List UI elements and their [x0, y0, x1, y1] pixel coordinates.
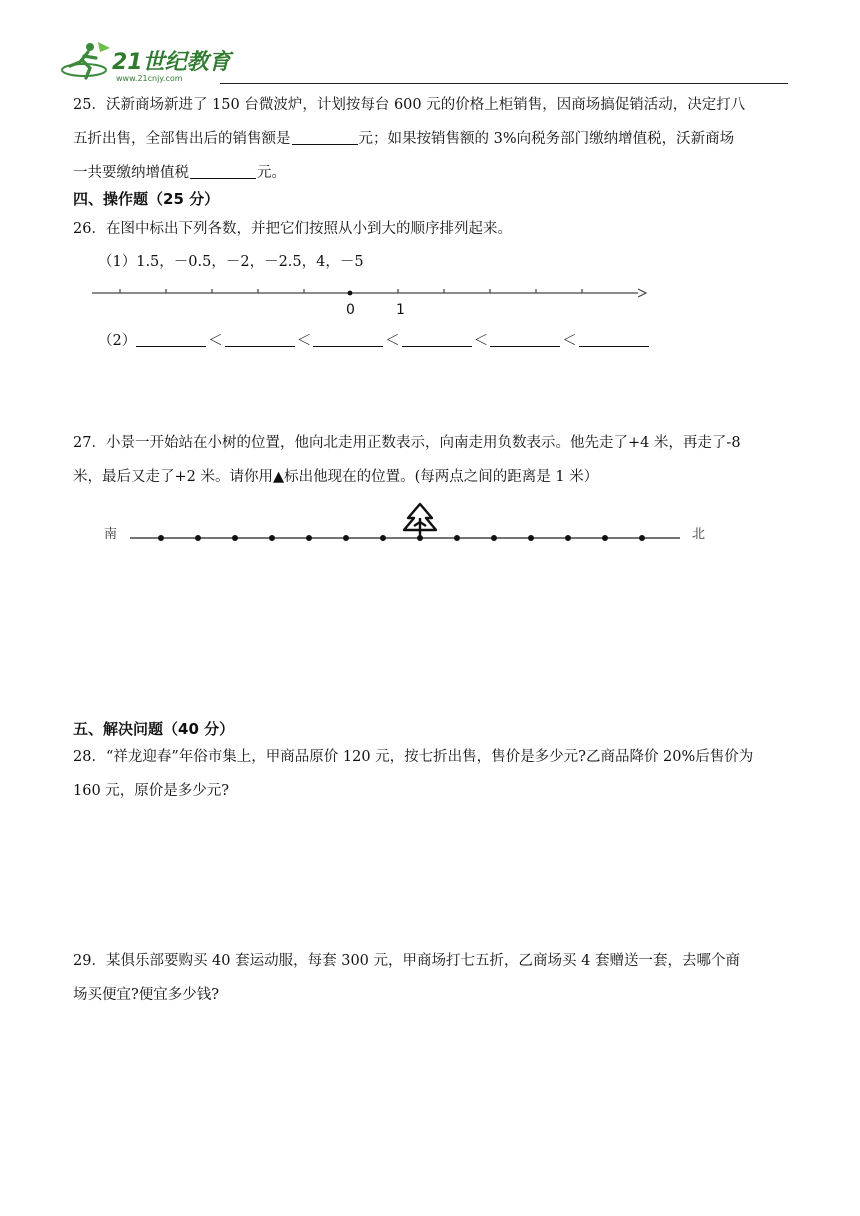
label-one: 1 — [396, 302, 405, 318]
answer-blank[interactable] — [292, 128, 358, 145]
q28-line1: 28．“祥龙迎春”年俗市集上，甲商品原价 120 元，按七折出售，售价是多少元?乙商品降价 20%后售价为 — [73, 749, 754, 765]
answer-blank[interactable] — [190, 162, 256, 179]
q27-line2: 米，最后又走了+2 米。请你用▲标出他现在的位置。(每两点之间的距离是 1 米） — [73, 469, 599, 485]
q26-part1: （1）1.5，－0.5，－2，－2.5，4，－5 — [98, 254, 364, 270]
less-than-sign: ＜ — [385, 333, 400, 349]
q25-line1: 25．沃新商场新进了 150 台微波炉，计划按每台 600 元的价格上柜销售，因商场搞促销活动，决定打八 — [73, 97, 746, 113]
q25-text: 元；如果按销售额的 3%向税务部门缴纳增值税，沃新商场 — [358, 131, 735, 147]
header-rule — [220, 83, 788, 84]
logo-text: 21世纪教育 — [112, 50, 231, 75]
q25-text: 一共要缴纳增值税 — [73, 165, 189, 181]
q25-line3 — [73, 156, 789, 190]
q25-text: 五折出售，全部售出后的销售额是 — [73, 131, 291, 147]
q25-line2 — [73, 122, 789, 156]
label-north: 北 — [692, 527, 706, 542]
q29-line2: 场买便宜?便宜多少钱? — [73, 987, 220, 1003]
less-than-sign: ＜ — [296, 333, 312, 349]
question-27 — [73, 426, 789, 494]
arrow-right-icon — [638, 289, 646, 297]
less-than-sign: ＜ — [208, 333, 223, 349]
q25-text: 元。 — [257, 165, 286, 181]
label-south: 南 — [104, 527, 118, 542]
answer-blank[interactable] — [579, 330, 649, 347]
answer-blank[interactable] — [490, 330, 560, 347]
less-than-sign: ＜ — [473, 333, 489, 349]
page-header — [60, 38, 788, 86]
q28-line2: 160 元，原价是多少元? — [73, 783, 230, 799]
origin-point — [348, 291, 353, 296]
question-29 — [73, 944, 789, 1012]
q26-stem: 26．在图中标出下列各数，并把它们按照从小到大的顺序排列起来。 — [73, 221, 512, 237]
logo — [60, 38, 260, 84]
q26-ordering-row — [98, 328, 649, 354]
number-line — [86, 280, 656, 320]
question-28 — [73, 740, 789, 808]
runner-icon — [62, 42, 110, 78]
section-heading-4: 四、操作题（25 分） — [73, 190, 220, 208]
q27-line1: 27．小景一开始站在小树的位置，他向北走用正数表示，向南走用负数表示。他先走了+4 米，再走了-8 — [73, 435, 741, 451]
section-heading-5: 五、解决问题（40 分） — [73, 720, 235, 738]
q26-part2: （2） — [98, 333, 137, 349]
answer-blank[interactable] — [136, 330, 206, 347]
answer-blank[interactable] — [225, 330, 295, 347]
answer-blank[interactable] — [313, 330, 383, 347]
q29-line1: 29．某俱乐部要购买 40 套运动服，每套 300 元，甲商场打七五折，乙商场买 4 套赠送一套，去哪个商 — [73, 953, 740, 969]
less-than-sign: ＜ — [562, 333, 577, 349]
label-zero: 0 — [346, 302, 355, 318]
question-25 — [73, 88, 789, 190]
answer-blank[interactable] — [402, 330, 472, 347]
tree-icon — [404, 504, 436, 536]
logo-url: www.21cnjy.com — [116, 74, 183, 83]
south-north-line — [96, 496, 716, 556]
